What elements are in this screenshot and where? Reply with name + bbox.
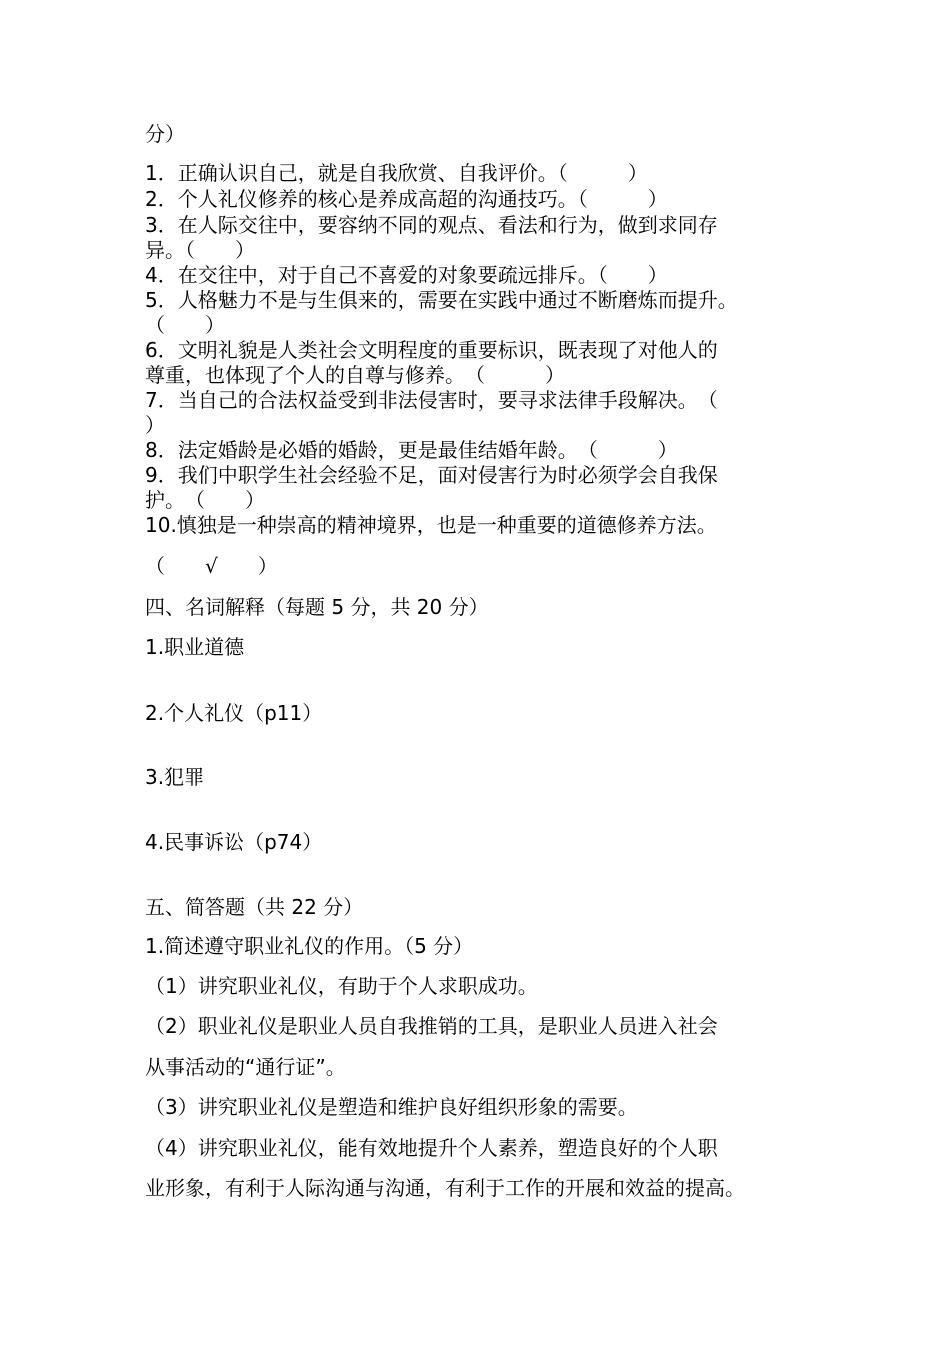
short-answer-a3: （3）讲究职业礼仪是塑造和维护良好组织形象的需要。 xyxy=(145,1095,638,1119)
judgement-item-10: 10.慎独是一种崇高的精神境界，也是一种重要的道德修养方法。 xyxy=(145,513,717,537)
judgement-item-6: 6．文明礼貌是人类社会文明程度的重要标识，既表现了对他人的 xyxy=(145,338,718,362)
short-answer-a4: （4）讲究职业礼仪，能有效地提升个人素养，塑造良好的个人职 xyxy=(145,1136,718,1160)
short-answer-a4-cont: 业形象，有利于人际沟通与沟通，有利于工作的开展和效益的提高。 xyxy=(145,1176,745,1200)
term-1: 1.职业道德 xyxy=(145,635,245,659)
judgement-item-7: 7．当自己的合法权益受到非法侵害时，要寻求法律手段解决。 （ xyxy=(145,388,718,412)
judgement-item-3: 3．在人际交往中，要容纳不同的观点、看法和行为，做到求同存 xyxy=(145,213,718,237)
short-answer-a2-cont: 从事活动的“通行证”。 xyxy=(145,1055,346,1079)
short-answer-a1: （1）讲究职业礼仪，有助于个人求职成功。 xyxy=(145,974,538,998)
judgement-item-9: 9．我们中职学生社会经验不足，面对侵害行为时必须学会自我保 xyxy=(145,463,718,487)
judgement-item-9-cont: 护。 （ ） xyxy=(145,488,265,512)
term-3: 3.犯罪 xyxy=(145,765,205,789)
judgement-item-2: 2．个人礼仪修养的核心是养成高超的沟通技巧。（ ） xyxy=(145,187,668,211)
judgement-item-5: 5．人格魅力不是与生俱来的，需要在实践中通过不断磨炼而提升。 xyxy=(145,288,738,312)
judgement-item-8: 8．法定婚龄是必婚的婚龄，更是最佳结婚年龄。 （ ） xyxy=(145,438,678,462)
judgement-item-4: 4．在交往中，对于自己不喜爱的对象要疏远排斥。（ ） xyxy=(145,263,668,287)
section5-title: 五、简答题（共 22 分） xyxy=(145,895,364,919)
judgement-item-3-cont: 异。（ ） xyxy=(145,238,255,262)
term-2: 2.个人礼仪（p11） xyxy=(145,701,323,725)
short-answer-q1: 1.简述遵守职业礼仪的作用。（5 分） xyxy=(145,934,474,958)
section4-title: 四、名词解释（每题 5 分，共 20 分） xyxy=(145,595,489,619)
short-answer-a2: （2）职业礼仪是职业人员自我推销的工具，是职业人员进入社会 xyxy=(145,1014,718,1038)
term-4: 4.民事诉讼（p74） xyxy=(145,830,323,854)
judgement-item-5-cont: （ ） xyxy=(145,313,225,337)
judgement-item-10-answer: （ √ ） xyxy=(145,554,278,578)
judgement-item-1: 1．正确认识自己，就是自我欣赏、自我评价。（ ） xyxy=(145,161,648,185)
judgement-item-6-cont: 尊重，也体现了个人的自尊与修养。 （ ） xyxy=(145,363,565,387)
judgement-item-7-cont: ） xyxy=(145,413,165,437)
section3-header-tail: 分） xyxy=(145,122,185,146)
